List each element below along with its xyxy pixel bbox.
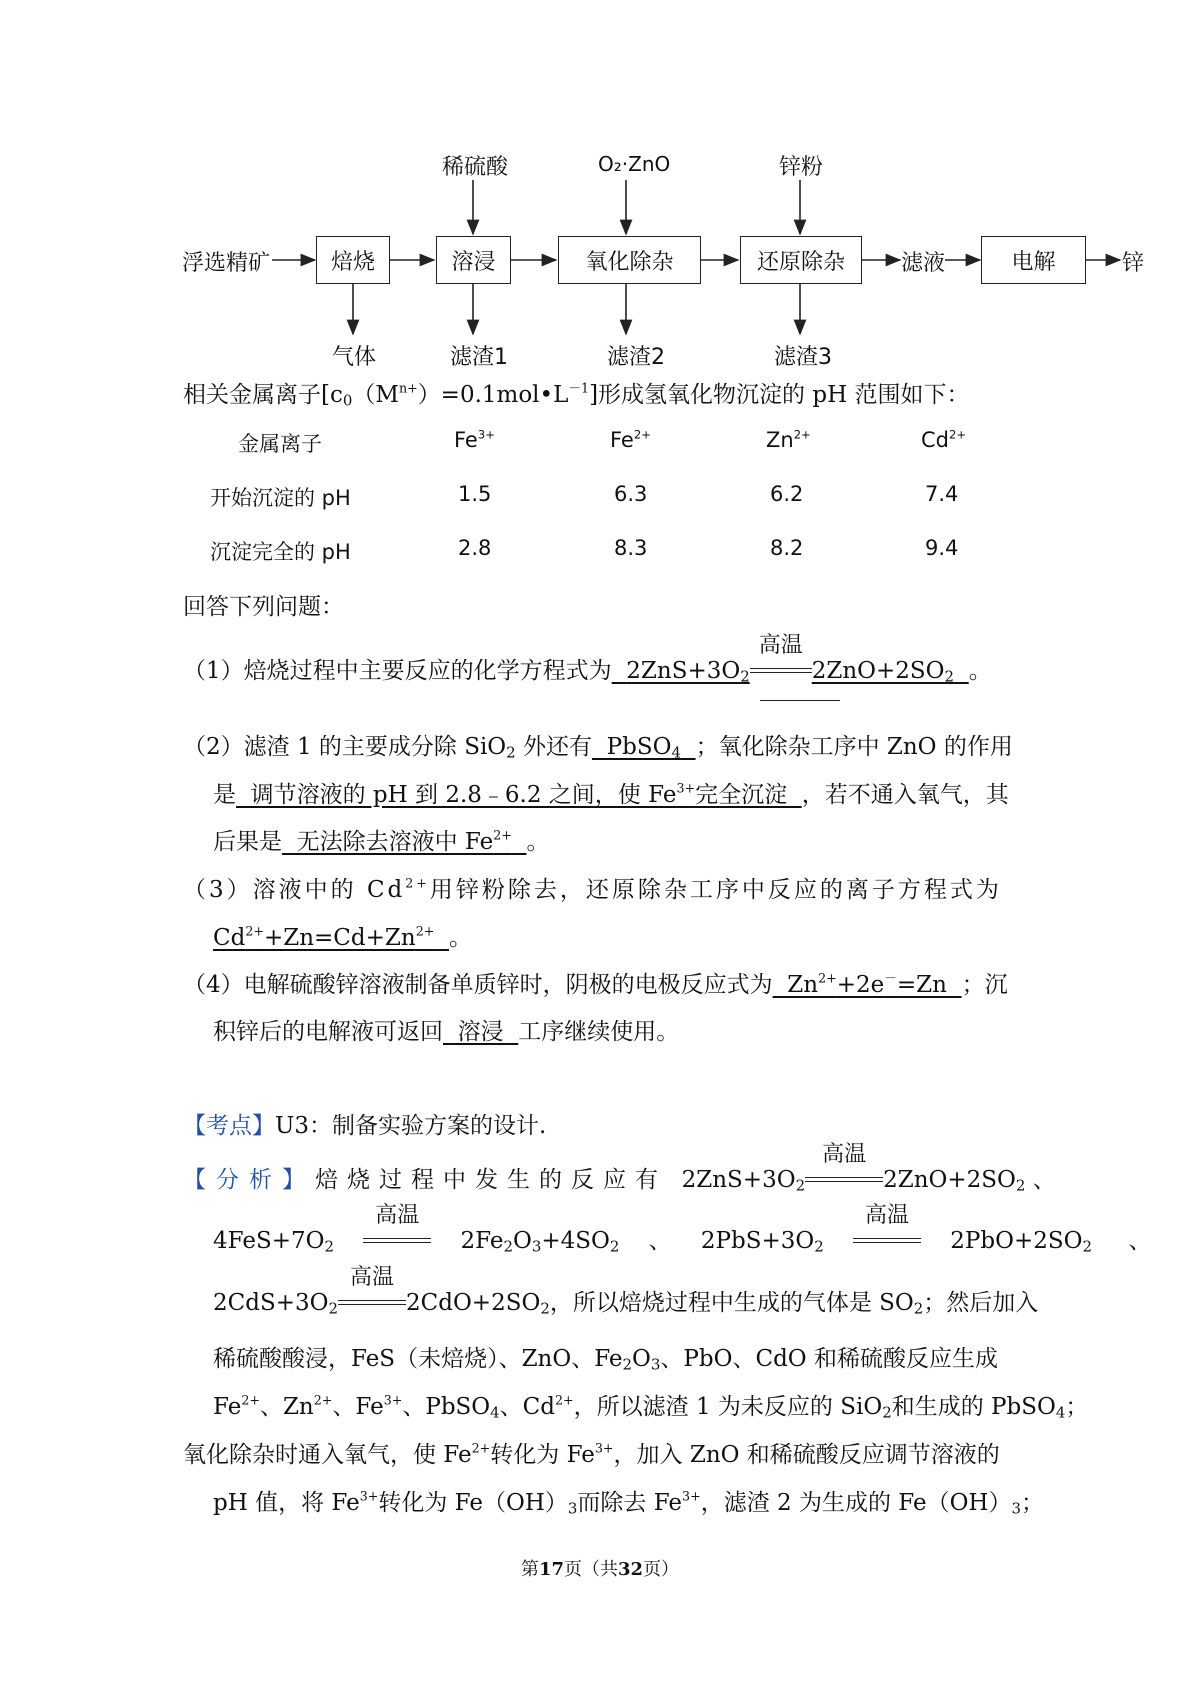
table-cell: 1.5: [458, 482, 492, 506]
flow-start-label: 浮选精矿: [182, 251, 271, 276]
table-cell: 7.4: [925, 482, 959, 506]
flow-input-acid: 稀硫酸: [442, 155, 509, 180]
q1-answer: $2ZnS+3O_2$ 高温 $2ZnO+2SO_2$: [626, 633, 955, 686]
flow-step-oxidation: 氧化除杂: [558, 236, 701, 284]
flow-input-oxygen-zno: O₂·ZnO: [598, 152, 671, 176]
analysis-line-5: $Fe^{2+}$、$Zn^{2+}$、$Fe^{3+}$、PbSO$_4$、$Cd^{2+}$，所以滤渣 1 为未反应的 SiO$_2$和生成的 PbSO$_4$；: [213, 1392, 1089, 1422]
question-2-line-1: （2）滤渣 1 的主要成分除 SiO$_2$ 外还有 PbSO$_4$ ；氧化除杂工序中 ZnO 的作用: [183, 734, 1013, 762]
analysis-line-4: 稀硫酸酸浸，FeS（未焙烧）、ZnO、$Fe_2O_3$、PbO、CdO 和稀硫酸反应生成: [213, 1346, 998, 1374]
question-4-line-2: 积锌后的电解液可返回 溶浸 工序继续使用。: [213, 1019, 680, 1045]
intro-line: 相关金属离子$[c_0(M^{n+})=0.1mol•L^{-1}]$形成氢氧化物沉淀的 pH 范围如下：: [183, 380, 970, 410]
analysis-line-3: $2CdS+3O_2$ 高温 $2CdO+2SO_2$，所以焙烧过程中生成的气体是 $SO_2$；然后加入: [213, 1265, 1039, 1318]
flow-input-zinc-powder: 锌粉: [779, 155, 824, 180]
question-1: （1）焙烧过程中主要反应的化学方程式为 $2ZnS+3O_2$ 高温 $2ZnO+2SO_2$ 。: [183, 633, 992, 686]
question-4-line-1: （4）电解硫酸锌溶液制备单质锌时，阴极的电极反应式为 $Zn^{2+}+2e^-=Zn$ ；沉: [183, 970, 1008, 998]
q1-underline-extra: [760, 700, 840, 701]
table-row-label: 沉淀完全的 pH: [210, 540, 351, 564]
table-cell: 6.2: [770, 482, 804, 506]
flow-step-leaching: 溶浸: [436, 236, 511, 284]
analysis-line-1: 【分析】焙烧过程中发生的反应有 $2ZnS+3O_2$ 高温 $2ZnO+2SO_2$ 、: [183, 1142, 1056, 1195]
analysis-line-6: 氧化除杂时通入氧气，使 $Fe^{2+}$转化为 $Fe^{3+}$，加入 ZnO 和稀硫酸反应调节溶液的: [183, 1440, 1000, 1468]
question-3-line-1: （3）溶液中的 $Cd^{2+}$用锌粉除去，还原除杂工序中反应的离子方程式为: [183, 875, 1002, 903]
table-cell: 8.2: [770, 536, 804, 560]
page-number: 17: [538, 1559, 564, 1580]
table-row-label: 开始沉淀的 pH: [210, 486, 351, 510]
flow-end-label: 锌: [1122, 251, 1145, 276]
question-2-line-3: 后果是 无法除去溶液中 $Fe^{2+}$ 。: [213, 827, 550, 855]
table-cell: 2.8: [458, 536, 492, 560]
reaction-condition: 高温: [750, 658, 812, 684]
page-footer: 第17页（共32页）: [520, 1559, 680, 1580]
kaodian-tag: 【考点】: [183, 1113, 275, 1139]
table-header-ion: $Zn^{2+}$: [766, 427, 811, 452]
answer-prompt: 回答下列问题：: [183, 594, 344, 620]
analysis-line-2: $4FeS+7O_2$ 高温 $2Fe_2O_3+4SO_2$ 、 $2PbS+3O_2$ 高温 $2PbO+2SO_2$ 、: [213, 1203, 1152, 1256]
table-header-label: 金属离子: [238, 432, 322, 456]
flow-step-reduction: 还原除杂: [740, 236, 862, 284]
table-header-ion: $Cd^{2+}$: [921, 427, 967, 452]
flow-filtrate-label: 滤液: [901, 251, 946, 276]
flow-arrows: [0, 0, 1200, 360]
fenxi-tag: 【分析】: [183, 1167, 315, 1193]
analysis-line-7: pH 值，将 $Fe^{3+}$转化为 $Fe(OH)_3$而除去 $Fe^{3+}$，滤渣 2 为生成的 $Fe(OH)_3$；: [213, 1488, 1044, 1518]
question-2-line-2: 是 调节溶液的 pH 到 2.8﹣6.2 之间，使 $Fe^{3+}$完全沉淀 ，若不通入氧气，其: [213, 780, 1009, 808]
table-cell: 9.4: [925, 536, 959, 560]
flow-step-electrolysis: 电解: [981, 236, 1086, 284]
kaodian-line: 【考点】U3：制备实验方案的设计.: [183, 1113, 547, 1139]
table-cell: 6.3: [614, 482, 648, 506]
flow-output-residue2: 滤渣2: [607, 345, 665, 370]
flow-output-residue1: 滤渣1: [450, 345, 508, 370]
question-3-line-2: $Cd^{2+}+Zn=Cd+Zn^{2+}$ 。: [213, 923, 472, 951]
table-cell: 8.3: [614, 536, 648, 560]
table-header-ion: $Fe^{2+}$: [610, 427, 651, 452]
flow-output-residue3: 滤渣3: [774, 345, 832, 370]
table-header-ion: $Fe^{3+}$: [454, 427, 495, 452]
flow-output-gas: 气体: [332, 345, 377, 370]
page-total: 32: [618, 1559, 644, 1580]
flow-step-roasting: 焙烧: [316, 236, 390, 284]
